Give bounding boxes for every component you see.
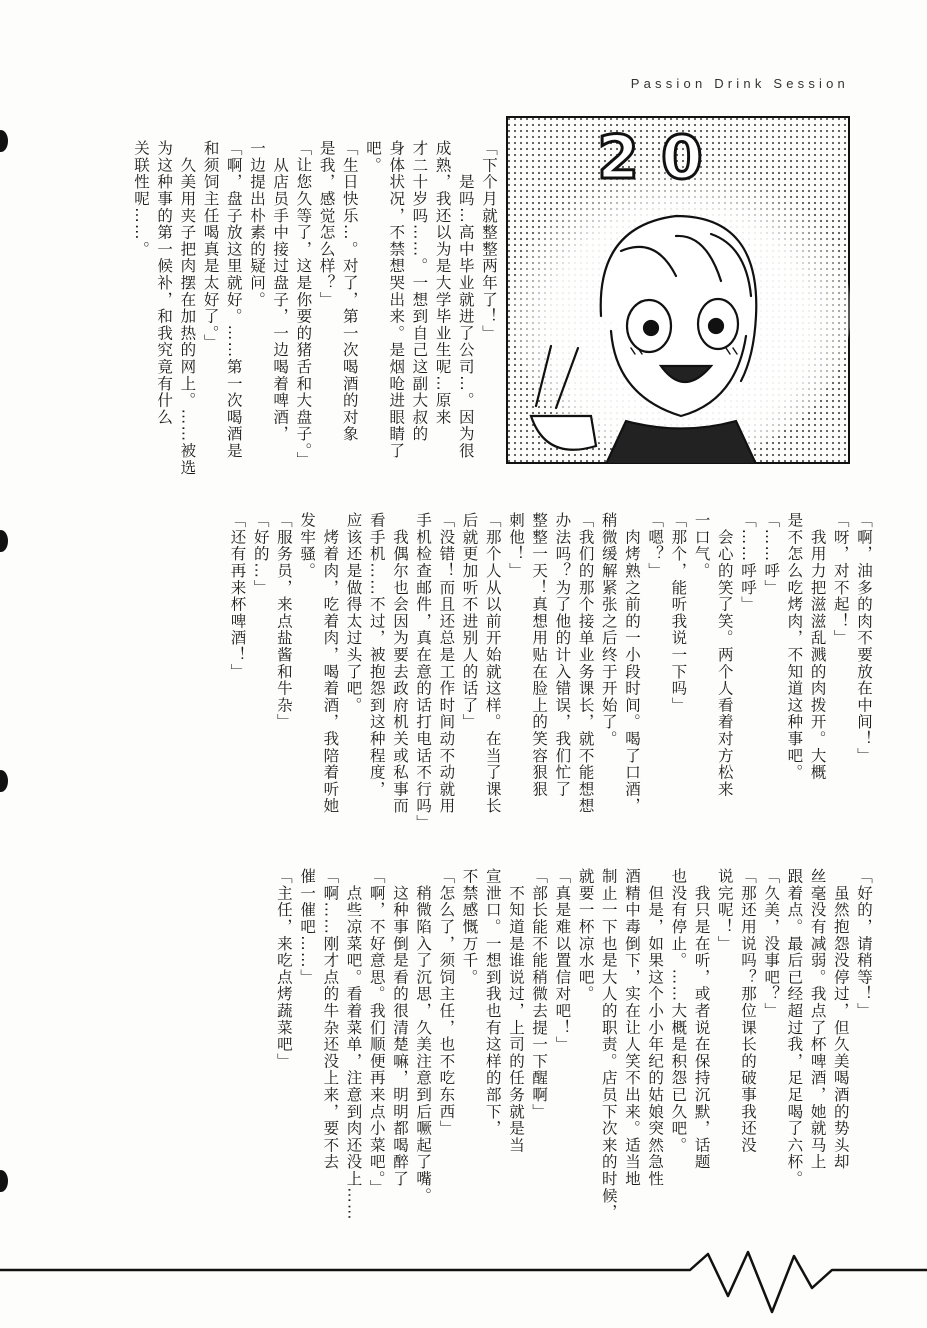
- number-text: 20: [597, 123, 725, 193]
- heartbeat-line: [0, 1248, 927, 1328]
- text-column-top-left: 「下个月就整整两年了！」 是吗…高中毕业就进了公司…。因为很 成熟，我还以为是大学毕业生呢…原来 才二十岁吗……。一想到自己这副大叔的 身体状况，不禁想哭出来。是烟呛进眼睛了 吧。 「生日快乐…。对了，第一次喝酒的对象 是我，感觉怎么样？」 「让您久等了，这是你要的猪舌和大盘子。」 从店员手中接过盘子，一边喝着啤酒， 一边提出朴素的疑问。 「啊，盘子放这里就好。……第一次喝酒是 和须饲主任喝真是太好了。」 久美用夹子把肉摆在加热的网上。……被选 为这种事的第一候补，和我究竟有什么 关联性呢……。: [131, 140, 498, 476]
- binding-hole: [0, 130, 8, 152]
- binding-hole: [0, 770, 8, 792]
- number-badge: [597, 123, 725, 193]
- binding-hole: [0, 1170, 8, 1192]
- page-header: Passion Drink Session: [630, 76, 849, 91]
- illustration-panel: [506, 116, 850, 464]
- text-column-bottom: 「好的，请稍等！」 虽然抱怨没停过，但久美喝酒的势头却 丝毫没有减弱。我点了杯啤酒，她就马上 跟着点。最后已经超过我，足足喝了六杯。 「久美，没事吧？」 「那还用说吗？那位课长的破事我还没 说完呢！」 我只是在听，或者说在保持沉默，话题 也没有停止。……大概是积怨已久吧。 但是，如果这个小小年纪的姑娘突然急性 酒精中毒倒下，实在让人笑不出来。适当地 制止一下也是大人的职责。店员下次来的时候， 就要一杯凉水吧。 「真是难以置信对吧！」 「部长能不能稍微去提一下醒啊」 不知道是谁说过，上司的任务就是当 宣泄口。一想到我也有这样的部下， 不禁感慨万千。 「怎么了，须饲主任，也不吃东西」 稍微陷入了沉思，久美注意到后噘起了嘴。 这种事倒是看的很清楚嘛，明明都喝醉了 「啊，不好意思。我们顺便再来点小菜吧。」 点些凉菜吧。看着菜单，注意到肉还没上…… 「啊……刚才点的牛杂还没上来，要不去 催一催吧……」 「主任，来吃点烤蔬菜吧」: [274, 868, 873, 1221]
- binding-hole: [0, 530, 8, 552]
- text-column-middle: 「啊，油多的肉不要放在中间！」 「呀，对不起！」 我用力把滋滋乱溅的肉拨开。大概 是不怎么吃烤肉，不知道这种事吧。 「……呼」 「……呼呼」 会心的笑了笑。两个人看着对方松来 一口气。 「那个，能听我说一下吗」 「嗯？」 肉烤熟之前的一小段时间。喝了口酒， 稍微缓解紧张之后终于开始了。 「我们的那个接单业务课长，就不能想想 办法吗？为了他的计入错误，我们忙了 整整一天！真想用贴在脸上的笑容狠狠 刺他！」 「那个人从以前开始就这样。在当了课长 后就更加听不进别人的话了」 「没错！而且还总是工作时间动不动就用 手机检查邮件，真在意的话打电话不行吗」 我偶尔也会因为要去政府机关或私事而 看手机……不过，被抱怨到这种程度， 应该还是做得太过头了吧。 烤着肉，吃着肉，喝着酒，我陪着听她 发牢骚。 「服务员，来点盐酱和牛杂」 「好的…」 「还有再来杯啤酒！」: [228, 512, 873, 832]
